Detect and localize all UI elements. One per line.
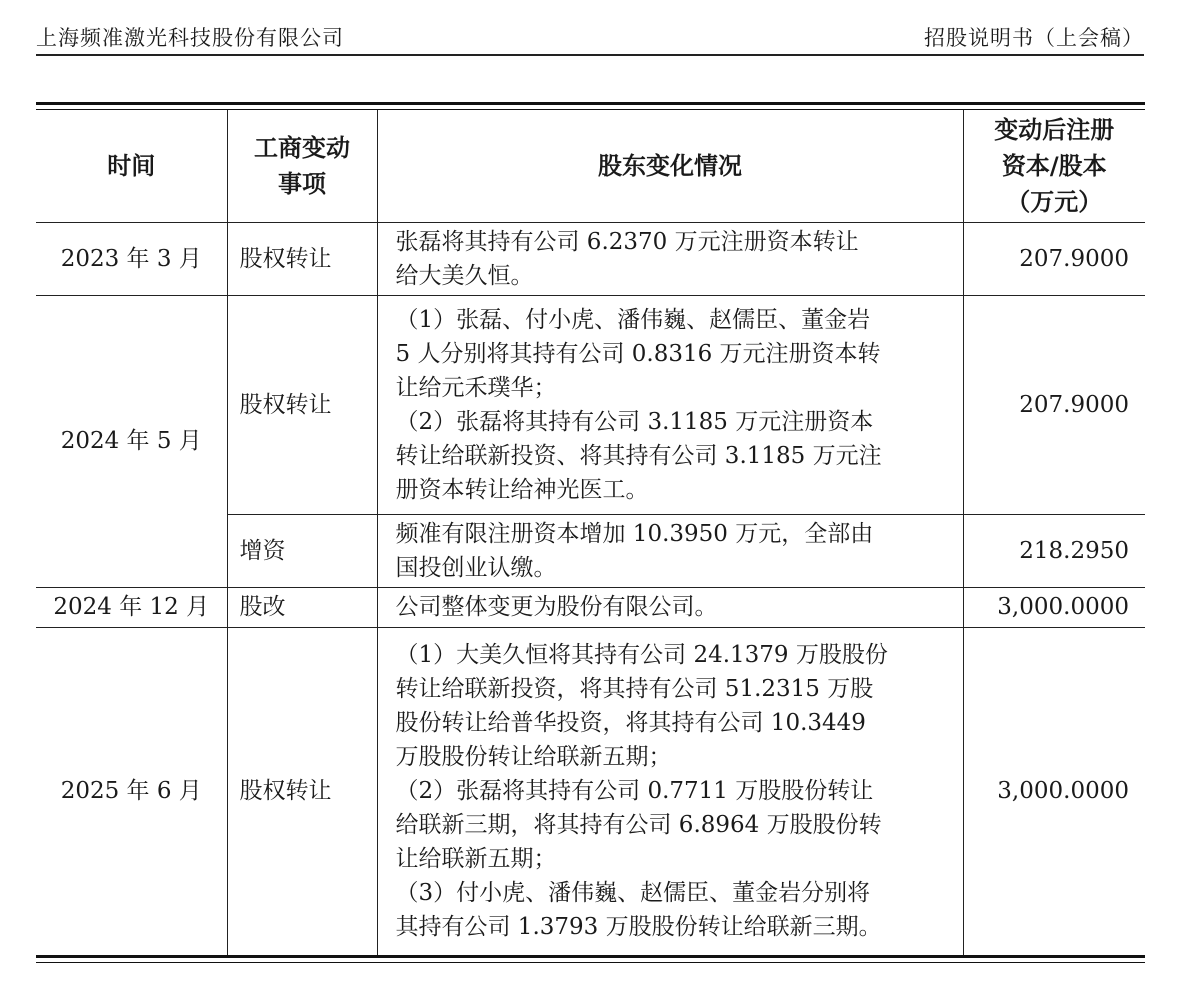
header-capital-line-3: （万元） [1006, 187, 1103, 216]
header-capital-line-1: 变动后注册 [994, 115, 1115, 144]
header-item-line-1: 工商变动 [254, 133, 350, 162]
desc-line: 5 人分别将其持有公司 0.8316 万元注册资本转 [395, 340, 881, 367]
row-item: 股权转让 [227, 295, 377, 514]
desc-line: （3）付小虎、潘伟巍、赵儒臣、董金岩分别将 [395, 880, 871, 907]
desc-line: （1）大美久恒将其持有公司 24.1379 万股股份 [395, 642, 888, 669]
row-capital: 3,000.0000 [963, 587, 1145, 627]
table-row [36, 222, 1145, 295]
row-desc [377, 514, 963, 587]
document-title: 招股说明书（上会稿） [924, 26, 1144, 50]
row-time: 2025 年 6 月 [36, 627, 227, 955]
desc-line: 给大美久恒。 [395, 262, 534, 289]
row-item: 股权转让 [227, 222, 377, 295]
header-item [227, 110, 377, 222]
row-desc [377, 222, 963, 295]
row-item: 股改 [227, 587, 377, 627]
table-bottom-rule [36, 955, 1145, 963]
header-capital-line-2: 资本/股本 [1001, 151, 1107, 180]
table-header-row [36, 110, 1145, 222]
row-time: 2024 年 12 月 [36, 587, 227, 627]
desc-line: （2）张磊将其持有公司 3.1185 万元注册资本 [395, 408, 874, 435]
desc-line: 张磊将其持有公司 6.2370 万元注册资本转让 [395, 228, 859, 255]
desc-line: 万股股份转让给联新五期； [395, 744, 672, 771]
table-row [36, 587, 1145, 627]
row-capital: 207.9000 [963, 222, 1145, 295]
page-header [36, 18, 1144, 56]
company-name: 上海频准激光科技股份有限公司 [36, 26, 344, 50]
desc-line: 其持有公司 1.3793 万股股份转让给联新三期。 [395, 914, 882, 941]
header-time: 时间 [36, 110, 227, 222]
row-desc [377, 587, 963, 627]
desc-line: 册资本转让给神光医工。 [395, 476, 649, 503]
desc-line: （1）张磊、付小虎、潘伟巍、赵儒臣、董金岩 [395, 306, 871, 333]
table-top-rule [36, 102, 1145, 110]
row-desc [377, 627, 963, 955]
desc-line: 给联新三期，将其持有公司 6.8964 万股股份转 [395, 812, 882, 839]
header-item-line-2: 事项 [278, 169, 326, 198]
desc-line: 股份转让给普华投资，将其持有公司 10.3449 [395, 710, 866, 737]
desc-line: 让给元禾璞华； [395, 374, 557, 401]
header-desc: 股东变化情况 [377, 110, 963, 222]
desc-line: （2）张磊将其持有公司 0.7711 万股股份转让 [395, 778, 874, 805]
row-item: 增资 [227, 514, 377, 587]
header-capital [963, 110, 1145, 222]
table-row [36, 627, 1145, 955]
desc-line: 让给联新五期； [395, 846, 557, 873]
row-capital: 3,000.0000 [963, 627, 1145, 955]
desc-line: 转让给联新投资，将其持有公司 51.2315 万股 [395, 676, 874, 703]
table-row [36, 295, 1145, 514]
desc-line: 公司整体变更为股份有限公司。 [395, 594, 718, 620]
row-desc [377, 295, 963, 514]
row-capital: 218.2950 [963, 514, 1145, 587]
desc-line: 国投创业认缴。 [395, 554, 557, 581]
row-capital: 207.9000 [963, 295, 1145, 514]
row-item: 股权转让 [227, 627, 377, 955]
shareholding-change-table [36, 102, 1145, 963]
row-time: 2024 年 5 月 [36, 295, 227, 587]
desc-line: 频准有限注册资本增加 10.3950 万元，全部由 [395, 520, 874, 547]
desc-line: 转让给联新投资、将其持有公司 3.1185 万元注 [395, 442, 882, 469]
row-time: 2023 年 3 月 [36, 222, 227, 295]
